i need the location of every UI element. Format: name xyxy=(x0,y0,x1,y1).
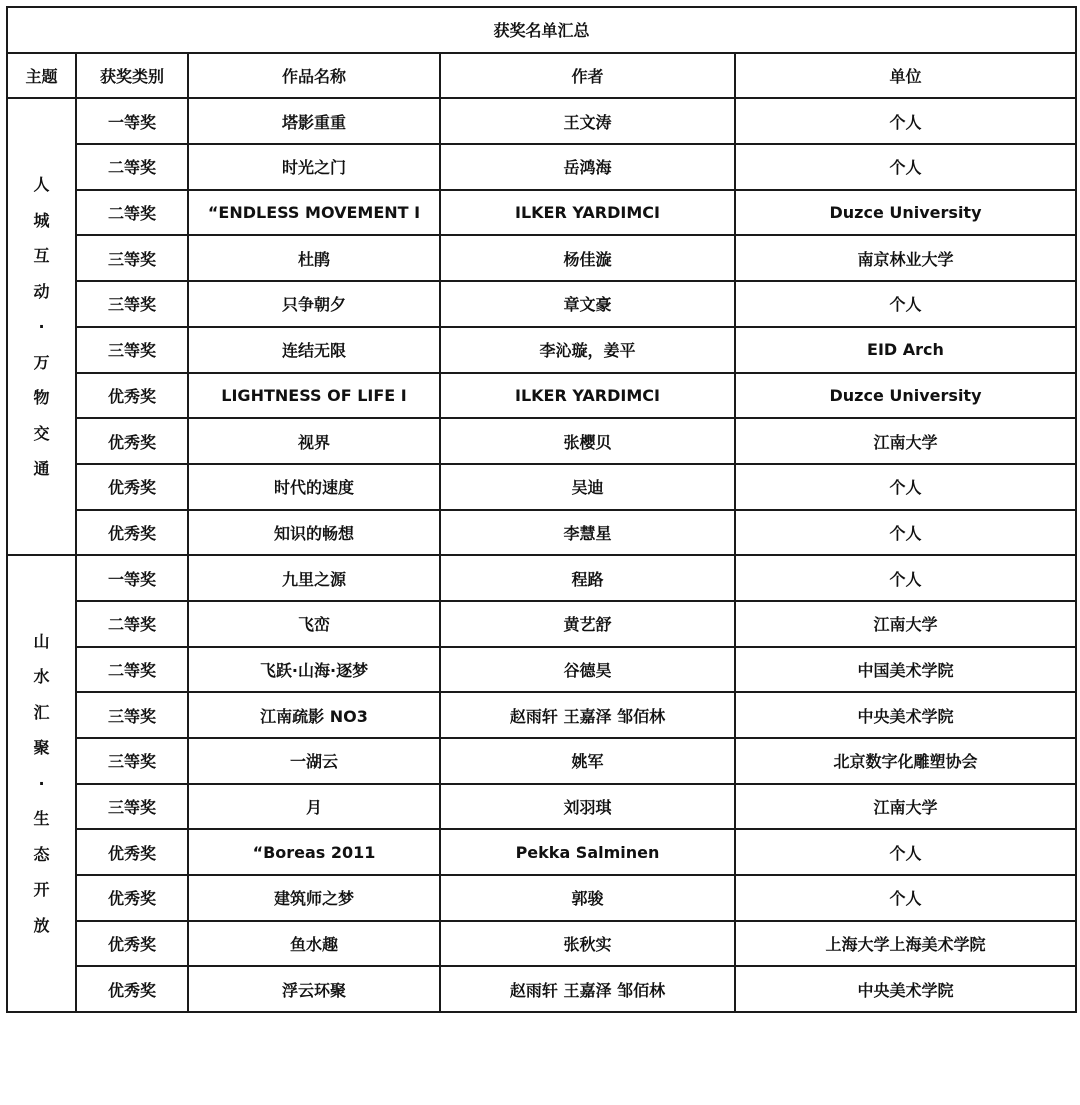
table-row xyxy=(7,784,1076,830)
header-organization: 单位 xyxy=(735,53,1076,99)
header-row xyxy=(7,53,1076,99)
header-award-category: 获奖类别 xyxy=(76,53,188,99)
header-theme: 主题 xyxy=(7,53,76,99)
theme-cell xyxy=(7,555,76,1012)
work-title-cell: 鱼水趣 xyxy=(188,921,440,967)
table-row xyxy=(7,510,1076,556)
table-row xyxy=(7,692,1076,738)
organization-cell: 南京林业大学 xyxy=(735,235,1076,281)
author-cell: 章文豪 xyxy=(440,281,735,327)
title-row xyxy=(7,7,1076,53)
award-category-cell: 三等奖 xyxy=(76,281,188,327)
table-body xyxy=(7,98,1076,1012)
award-category-cell: 三等奖 xyxy=(76,784,188,830)
table-row xyxy=(7,190,1076,236)
table-row xyxy=(7,373,1076,419)
award-category-cell: 二等奖 xyxy=(76,647,188,693)
author-cell: 姚军 xyxy=(440,738,735,784)
organization-cell: 中央美术学院 xyxy=(735,692,1076,738)
author-cell: 岳鸿海 xyxy=(440,144,735,190)
header-work-title: 作品名称 xyxy=(188,53,440,99)
work-title-cell: 连结无限 xyxy=(188,327,440,373)
table-row xyxy=(7,235,1076,281)
table-row xyxy=(7,647,1076,693)
author-cell: Pekka Salminen xyxy=(440,829,735,875)
organization-cell: 个人 xyxy=(735,144,1076,190)
table-row xyxy=(7,418,1076,464)
award-category-cell: 优秀奖 xyxy=(76,510,188,556)
author-cell: 黄艺舒 xyxy=(440,601,735,647)
table-row xyxy=(7,829,1076,875)
award-category-cell: 三等奖 xyxy=(76,327,188,373)
organization-cell: 个人 xyxy=(735,98,1076,144)
award-category-cell: 二等奖 xyxy=(76,190,188,236)
award-category-cell: 一等奖 xyxy=(76,555,188,601)
table-row xyxy=(7,464,1076,510)
author-cell: 赵雨轩 王嘉泽 邹佰林 xyxy=(440,692,735,738)
work-title-cell: 飞跃·山海·逐梦 xyxy=(188,647,440,693)
award-category-cell: 三等奖 xyxy=(76,235,188,281)
award-category-cell: 优秀奖 xyxy=(76,829,188,875)
author-cell: 吴迪 xyxy=(440,464,735,510)
organization-cell: 江南大学 xyxy=(735,601,1076,647)
work-title-cell: LIGHTNESS OF LIFE I xyxy=(188,373,440,419)
table-row xyxy=(7,875,1076,921)
author-cell: 杨佳漩 xyxy=(440,235,735,281)
work-title-cell: 浮云环聚 xyxy=(188,966,440,1012)
award-category-cell: 优秀奖 xyxy=(76,921,188,967)
award-category-cell: 优秀奖 xyxy=(76,875,188,921)
organization-cell: 个人 xyxy=(735,875,1076,921)
award-category-cell: 优秀奖 xyxy=(76,373,188,419)
table-row xyxy=(7,738,1076,784)
work-title-cell: 只争朝夕 xyxy=(188,281,440,327)
work-title-cell: 知识的畅想 xyxy=(188,510,440,556)
header-author: 作者 xyxy=(440,53,735,99)
awards-table xyxy=(6,6,1077,1013)
table-title: 获奖名单汇总 xyxy=(7,7,1076,53)
table-row xyxy=(7,966,1076,1012)
organization-cell: 北京数字化雕塑协会 xyxy=(735,738,1076,784)
organization-cell: 江南大学 xyxy=(735,418,1076,464)
author-cell: 张樱贝 xyxy=(440,418,735,464)
award-category-cell: 一等奖 xyxy=(76,98,188,144)
author-cell: 张秋实 xyxy=(440,921,735,967)
theme-label: 人城互动·万物交通 xyxy=(33,175,50,479)
table-row xyxy=(7,327,1076,373)
organization-cell: 中央美术学院 xyxy=(735,966,1076,1012)
work-title-cell: 飞峦 xyxy=(188,601,440,647)
author-cell: 谷德昊 xyxy=(440,647,735,693)
work-title-cell: 一湖云 xyxy=(188,738,440,784)
award-category-cell: 优秀奖 xyxy=(76,966,188,1012)
organization-cell: Duzce University xyxy=(735,190,1076,236)
work-title-cell: 时代的速度 xyxy=(188,464,440,510)
work-title-cell: 江南疏影 NO3 xyxy=(188,692,440,738)
author-cell: 赵雨轩 王嘉泽 邹佰林 xyxy=(440,966,735,1012)
award-category-cell: 优秀奖 xyxy=(76,418,188,464)
award-category-cell: 三等奖 xyxy=(76,738,188,784)
table-row xyxy=(7,921,1076,967)
organization-cell: 个人 xyxy=(735,464,1076,510)
table-row xyxy=(7,281,1076,327)
author-cell: ILKER YARDIMCI xyxy=(440,190,735,236)
organization-cell: 个人 xyxy=(735,510,1076,556)
theme-cell xyxy=(7,98,76,555)
award-category-cell: 二等奖 xyxy=(76,144,188,190)
work-title-cell: “Boreas 2011 xyxy=(188,829,440,875)
author-cell: 李慧星 xyxy=(440,510,735,556)
work-title-cell: 时光之门 xyxy=(188,144,440,190)
award-category-cell: 三等奖 xyxy=(76,692,188,738)
organization-cell: 个人 xyxy=(735,555,1076,601)
author-cell: 刘羽琪 xyxy=(440,784,735,830)
work-title-cell: 杜鹃 xyxy=(188,235,440,281)
organization-cell: 江南大学 xyxy=(735,784,1076,830)
work-title-cell: 塔影重重 xyxy=(188,98,440,144)
organization-cell: Duzce University xyxy=(735,373,1076,419)
work-title-cell: 视界 xyxy=(188,418,440,464)
organization-cell: 上海大学上海美术学院 xyxy=(735,921,1076,967)
table-row xyxy=(7,144,1076,190)
organization-cell: 中国美术学院 xyxy=(735,647,1076,693)
awards-table-container xyxy=(6,6,1077,1013)
table-row xyxy=(7,555,1076,601)
author-cell: 李沁璇，姜平 xyxy=(440,327,735,373)
award-category-cell: 优秀奖 xyxy=(76,464,188,510)
theme-label: 山水汇聚·生态开放 xyxy=(33,631,50,935)
work-title-cell: 九里之源 xyxy=(188,555,440,601)
author-cell: 程路 xyxy=(440,555,735,601)
author-cell: 郭骏 xyxy=(440,875,735,921)
work-title-cell: “ENDLESS MOVEMENT I xyxy=(188,190,440,236)
work-title-cell: 月 xyxy=(188,784,440,830)
work-title-cell: 建筑师之梦 xyxy=(188,875,440,921)
organization-cell: 个人 xyxy=(735,281,1076,327)
table-row xyxy=(7,601,1076,647)
author-cell: ILKER YARDIMCI xyxy=(440,373,735,419)
award-category-cell: 二等奖 xyxy=(76,601,188,647)
organization-cell: 个人 xyxy=(735,829,1076,875)
table-row xyxy=(7,98,1076,144)
organization-cell: EID Arch xyxy=(735,327,1076,373)
author-cell: 王文涛 xyxy=(440,98,735,144)
